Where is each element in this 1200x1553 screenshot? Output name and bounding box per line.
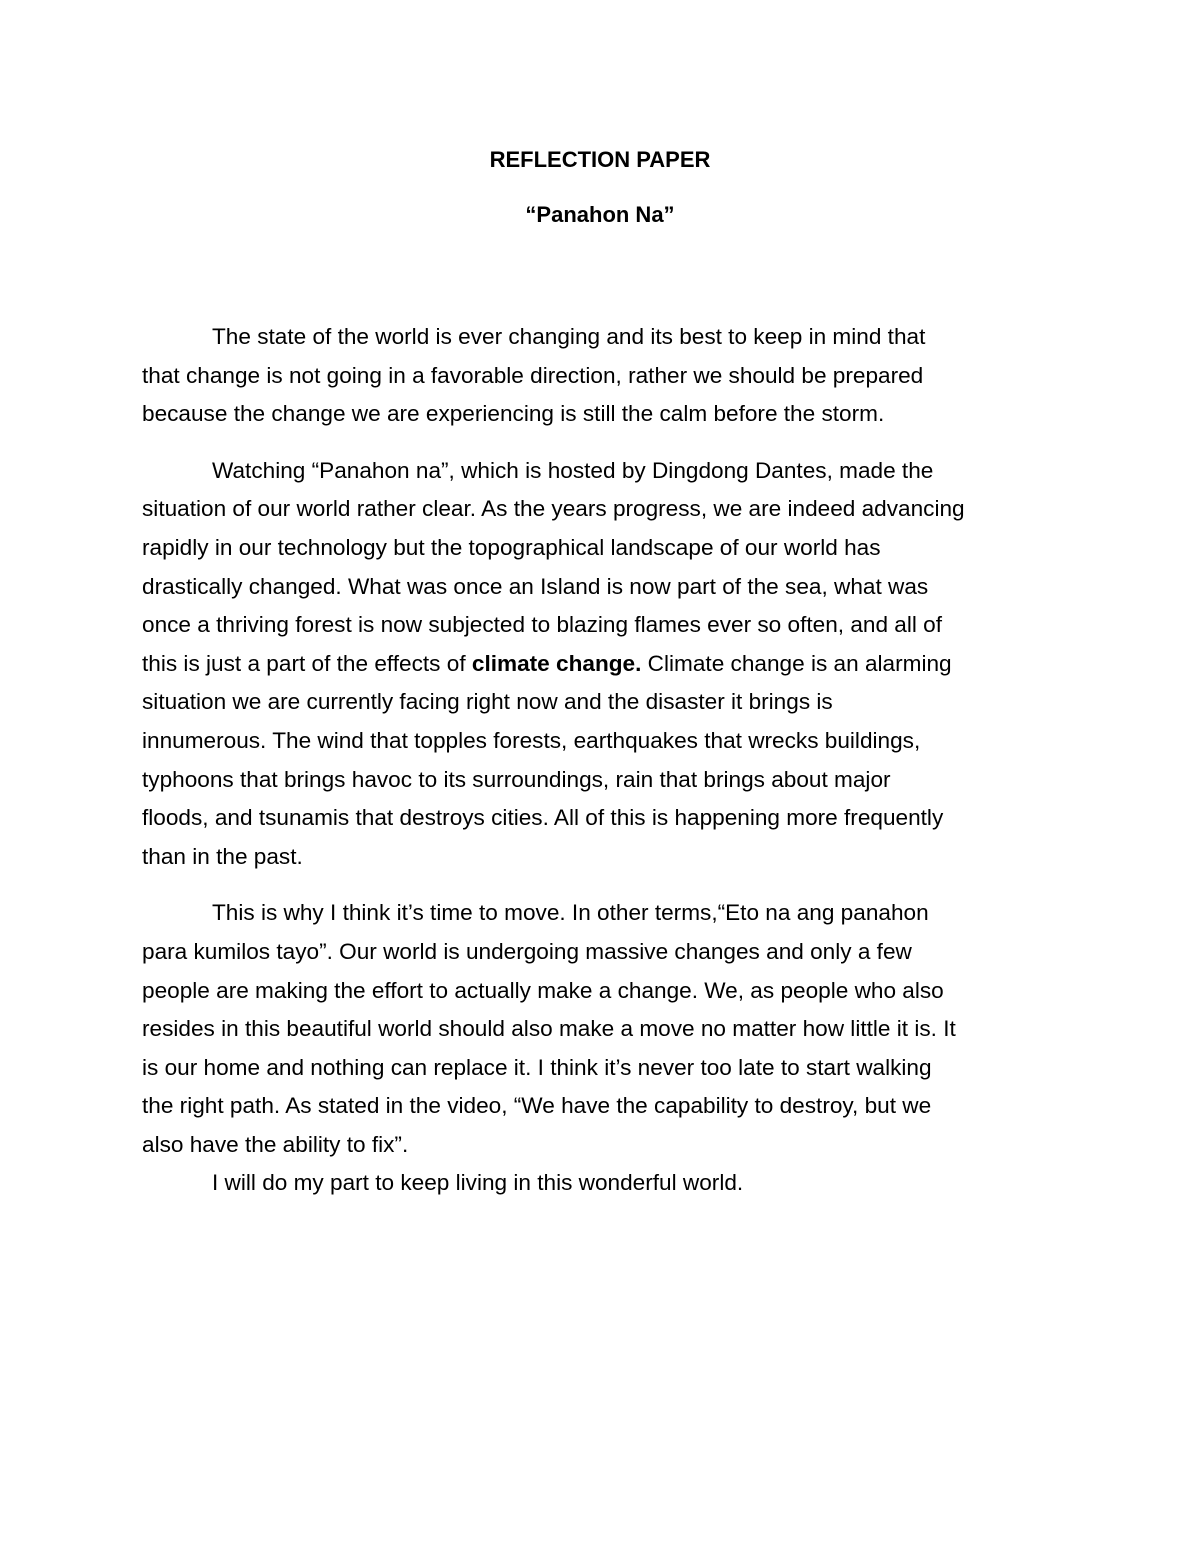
paragraph-line: typhoons that brings havoc to its surroundings, rain that brings about major [142,766,891,792]
document-subtitle: “Panahon Na” [525,202,675,227]
paragraph-line: rapidly in our technology but the topographical landscape of our world has [142,534,881,560]
line-text-before: this is just a part of the effects of [142,650,472,676]
emphasis-climate-change: climate change. [471,650,642,676]
paragraph-3 [142,894,1072,1203]
paragraph-line-with-emphasis [142,645,1072,684]
paragraph-line: resides in this beautiful world should also make a move no matter how little it is. It [142,1016,956,1042]
paragraph-line: because the change we are experiencing is still the calm before the storm. [142,401,885,427]
paragraph-line: situation of our world rather clear. As the years progress, we are indeed advancing [142,496,965,522]
paragraph-line: Watching “Panahon na”, which is hosted by Dingdong Dantes, made the [212,457,934,483]
paragraph-line: situation we are currently facing right now and the disaster it brings is [142,689,833,715]
paragraph-line: floods, and tsunamis that destroys cities. All of this is happening more frequently [142,805,944,831]
paragraph-line: The state of the world is ever changing and its best to keep in mind that [212,324,926,349]
paragraph-1 [142,318,1072,434]
paragraph-line: innumerous. The wind that topples forests, earthquakes that wrecks buildings, [142,727,921,753]
paragraph-line: the right path. As stated in the video, “We have the capability to destroy, but we [142,1093,932,1119]
paragraph-line: drastically changed. What was once an Island is now part of the sea, what was [142,573,929,599]
line-text-after: Climate change is an alarming [641,650,952,676]
paragraph-line: also have the ability to fix”. [142,1131,409,1157]
paragraph-line: This is why I think it’s time to move. In other terms,“Eto na ang panahon [212,900,929,926]
paragraph-line: that change is not going in a favorable direction, rather we should be prepared [142,362,924,388]
document-body [142,318,1072,1203]
paragraph-line: once a thriving forest is now subjected to blazing flames ever so often, and all of [142,612,943,638]
paragraph-2 [142,452,1072,877]
paragraph-line: people are making the effort to actually make a change. We, as people who also [142,977,944,1003]
paragraph-line: para kumilos tayo”. Our world is undergoing massive changes and only a few [142,938,912,964]
closing-line: I will do my part to keep living in this wonderful world. [212,1170,744,1196]
document-title: REFLECTION PAPER [489,147,711,172]
paragraph-line: is our home and nothing can replace it. I think it’s never too late to start walking [142,1054,932,1080]
paragraph-line: than in the past. [142,843,303,869]
